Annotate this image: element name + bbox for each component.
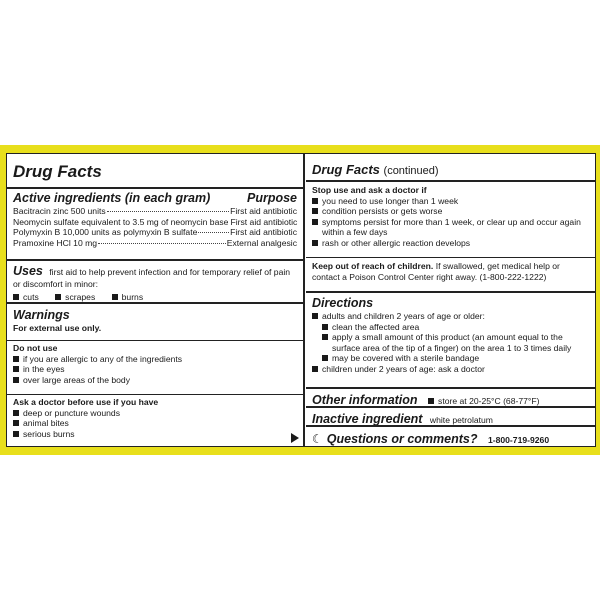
warnings-section bbox=[7, 302, 303, 334]
drug-facts-title: Drug Facts bbox=[13, 162, 102, 181]
use-item: scrapes bbox=[65, 291, 96, 302]
list-item: rash or other allergic reaction develops bbox=[312, 238, 589, 249]
drug-facts-frame bbox=[6, 153, 596, 447]
bullet-icon bbox=[13, 366, 19, 372]
ask-doctor-section bbox=[7, 394, 303, 439]
directions-heading: Directions bbox=[312, 296, 374, 310]
list-item: if you are allergic to any of the ingredients bbox=[13, 354, 297, 365]
bullet-icon bbox=[322, 334, 328, 340]
phone-icon: ☾ bbox=[312, 432, 323, 446]
do-not-use-heading: Do not use bbox=[13, 343, 58, 353]
bullet-icon bbox=[112, 294, 118, 300]
bullet-icon bbox=[55, 294, 61, 300]
active-ingredients-heading: Active ingredients (in each gram) bbox=[13, 191, 211, 205]
bullet-icon bbox=[312, 240, 318, 246]
bullet-icon bbox=[312, 313, 318, 319]
list-item: apply a small amount of this product (an amount equal to the surface area of the tip of a finger) on the area 1 to 3 times daily bbox=[312, 332, 589, 353]
purpose-heading: Purpose bbox=[246, 191, 297, 205]
bullet-icon bbox=[312, 198, 318, 204]
inactive-ingredient-heading: Inactive ingredient bbox=[312, 412, 423, 426]
ingredient-row: Bacitracin zinc 500 units First aid antibiotic bbox=[13, 206, 297, 216]
list-item: serious burns bbox=[13, 429, 297, 440]
other-info-text: store at 20-25°C (68-77°F) bbox=[438, 396, 540, 406]
list-item: animal bites bbox=[13, 418, 297, 429]
bullet-icon bbox=[13, 410, 19, 416]
list-item: adults and children 2 years of age or older: bbox=[312, 311, 589, 322]
list-item: condition persists or gets worse bbox=[312, 206, 589, 217]
keep-out-section bbox=[306, 257, 595, 282]
ingredient-row: Neomycin sulfate equivalent to 3.5 mg of neomycin base First aid antibiotic bbox=[13, 216, 298, 227]
keep-out-heading: Keep out of reach of children. bbox=[312, 261, 434, 271]
ingredient-row: Pramoxine HCl 10 mg External analgesic bbox=[13, 237, 297, 248]
uses-section bbox=[7, 259, 303, 302]
list-item: in the eyes bbox=[13, 364, 297, 375]
bullet-icon bbox=[312, 219, 318, 225]
other-info-heading: Other information bbox=[312, 393, 418, 407]
uses-heading: Uses bbox=[13, 264, 43, 278]
questions-phone: 1-800-719-9260 bbox=[487, 435, 550, 445]
drug-facts-label bbox=[0, 145, 600, 455]
bullet-icon bbox=[322, 324, 328, 330]
questions-section bbox=[306, 425, 595, 448]
use-item: burns bbox=[121, 291, 144, 302]
use-item: cuts bbox=[23, 291, 39, 302]
bullet-icon bbox=[13, 294, 19, 300]
right-title-section bbox=[306, 162, 595, 179]
list-item: may be covered with a sterile bandage bbox=[312, 353, 589, 364]
drug-facts-continued-title: Drug Facts bbox=[312, 162, 380, 177]
list-item: children under 2 years of age: ask a doctor bbox=[312, 364, 589, 375]
continued-label: (continued) bbox=[383, 165, 439, 177]
do-not-use-section bbox=[7, 340, 303, 385]
list-item: deep or puncture wounds bbox=[13, 408, 297, 419]
warnings-heading: Warnings bbox=[13, 308, 70, 322]
stop-use-heading: Stop use and ask a doctor if bbox=[312, 185, 427, 195]
bullet-icon bbox=[13, 356, 19, 362]
uses-text: first aid to help prevent infection and for temporary relief of pain or discomfort in minor: bbox=[13, 267, 291, 289]
keep-out-text: If swallowed, get medical help or contact a Poison Control Center right away. (1-800-222-1222) bbox=[312, 261, 560, 282]
bullet-icon bbox=[322, 355, 328, 361]
bullet-icon bbox=[13, 420, 19, 426]
active-ingredients-section bbox=[7, 187, 303, 248]
bullet-icon bbox=[312, 366, 318, 372]
list-item: you need to use longer than 1 week bbox=[312, 196, 589, 207]
bullet-icon bbox=[312, 208, 318, 214]
bullet-icon bbox=[428, 398, 434, 404]
directions-section bbox=[306, 291, 595, 375]
ask-doctor-heading: Ask a doctor before use if you have bbox=[13, 397, 159, 407]
continue-arrow-icon bbox=[291, 433, 299, 443]
stop-use-section bbox=[306, 180, 595, 249]
left-title-section bbox=[7, 162, 303, 182]
list-item: over large areas of the body bbox=[13, 375, 297, 386]
questions-heading: Questions or comments? bbox=[326, 432, 478, 446]
inactive-ingredient-text: white petrolatum bbox=[429, 415, 493, 425]
external-use-text: For external use only. bbox=[13, 323, 102, 333]
bullet-icon bbox=[13, 377, 19, 383]
ingredient-row: Polymyxin B 10,000 units as polymyxin B sulfate First aid antibiotic bbox=[13, 227, 297, 238]
left-column bbox=[7, 154, 305, 446]
right-column bbox=[306, 154, 595, 446]
list-item: symptoms persist for more than 1 week, or clear up and occur again within a few days bbox=[312, 217, 589, 238]
bullet-icon bbox=[13, 431, 19, 437]
list-item: clean the affected area bbox=[312, 322, 589, 333]
